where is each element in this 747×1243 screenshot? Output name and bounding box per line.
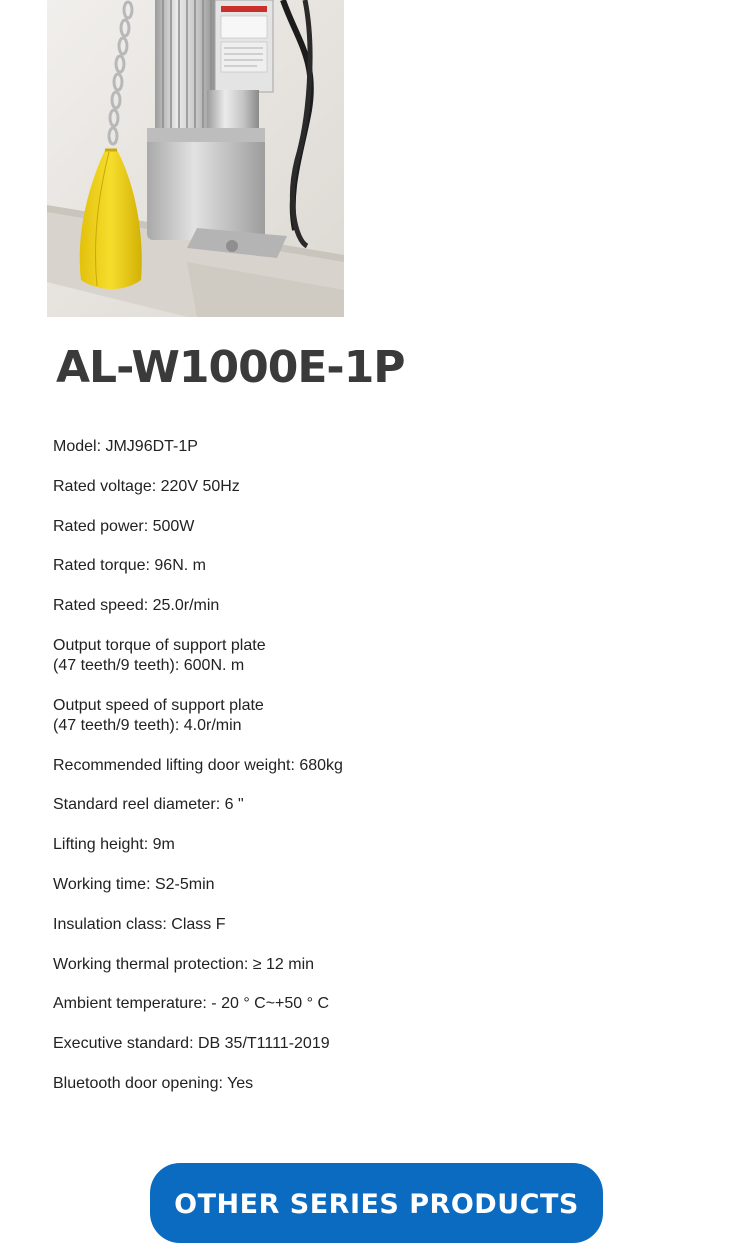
spec-item: Working time: S2-5min (53, 875, 215, 893)
spec-item: Bluetooth door opening: Yes (53, 1074, 254, 1092)
spec-item: Model: JMJ96DT-1P (53, 438, 198, 455)
spec-item: Executive standard: DB 35/T1111-2019 (53, 1035, 330, 1053)
spec-item: Rated speed: 25.0r/min (53, 597, 220, 615)
spec-item: Lifting height: 9m (53, 836, 175, 854)
spec-list (53, 437, 693, 1114)
spec-item: Output torque of support plate (47 teeth/9 teeth): 600N. m (53, 636, 266, 674)
other-series-label: OTHER SERIES PRODUCTS (174, 1189, 579, 1220)
other-series-button[interactable] (150, 1163, 603, 1243)
product-image (47, 0, 344, 317)
spec-item: Insulation class: Class F (53, 915, 226, 933)
spec-item: Recommended lifting door weight: 680kg (53, 756, 343, 774)
spec-item: Rated torque: 96N. m (53, 557, 206, 575)
spec-item: Rated voltage: 220V 50Hz (53, 477, 240, 495)
product-title: AL-W1000E-1P (56, 342, 405, 393)
spec-item: Standard reel diameter: 6 " (53, 796, 244, 814)
spec-item: Output speed of support plate (47 teeth/9 teeth): 4.0r/min (53, 696, 264, 734)
spec-item: Ambient temperature: - 20 ° C~+50 ° C (53, 995, 330, 1013)
spec-item: Working thermal protection: ≥ 12 min (53, 955, 315, 973)
spec-item: Rated power: 500W (53, 517, 195, 535)
